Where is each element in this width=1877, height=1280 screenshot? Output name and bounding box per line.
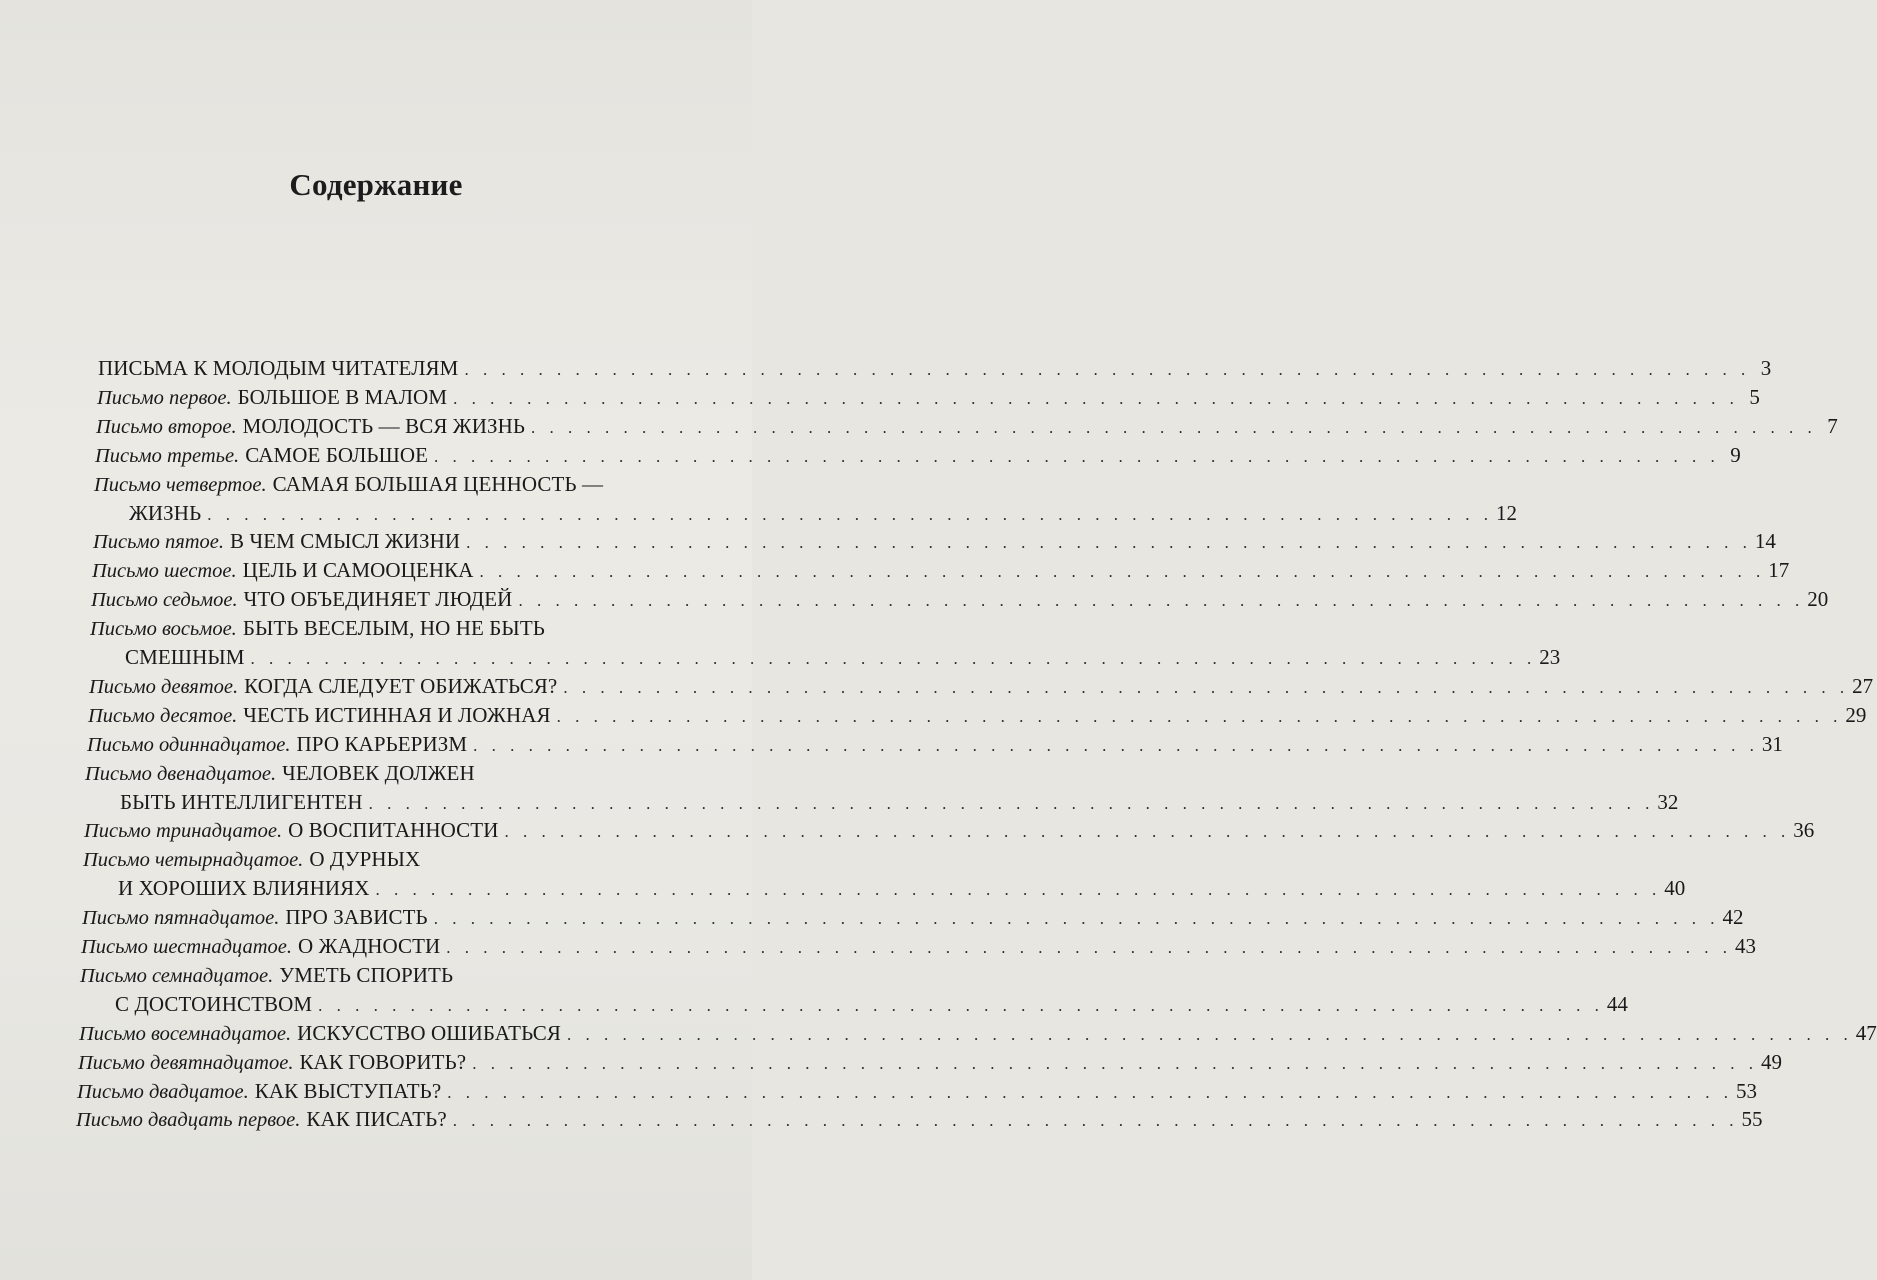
toc-entry[interactable]: [89, 672, 1874, 700]
page-number: 53: [1736, 1078, 1758, 1103]
toc-entry[interactable]: [84, 816, 1815, 844]
page-number: 9: [1730, 442, 1741, 467]
chapter-title: ЦЕЛЬ И САМООЦЕНКА: [242, 558, 474, 583]
page-number: 27: [1852, 673, 1874, 698]
page-number: 36: [1793, 818, 1815, 843]
chapter-title: МОЛОДОСТЬ — ВСЯ ЖИЗНЬ: [242, 413, 526, 438]
dot-leader: . . . . . . . . . . . . . . . . . . . . . . . . . . . . . . . . . . . . . . . . . . . . . . . . . . . . . . . . . . . . . . . . . . . . . .: [473, 735, 1759, 755]
letter-number-label: Письмо тринадцатое.: [84, 820, 283, 843]
page-number: 12: [1495, 500, 1517, 525]
letter-number-label: Письмо седьмое.: [91, 589, 238, 612]
chapter-title: ПРО КАРЬЕРИЗМ: [296, 731, 468, 756]
chapter-title: УМЕТЬ СПОРИТЬ: [279, 962, 454, 987]
dot-leader: . . . . . . . . . . . . . . . . . . . . . . . . . . . . . . . . . . . . . . . . . . . . . . . . . . . . . . . . . . . . . . . . . . . . . .: [375, 880, 1662, 900]
letter-number-label: Письмо третье.: [95, 444, 240, 467]
toc-entry[interactable]: [79, 1019, 1877, 1047]
toc-entry-continuation[interactable]: [125, 643, 1561, 671]
toc-entry[interactable]: [82, 903, 1744, 931]
letter-number-label: Письмо шестнадцатое.: [81, 936, 292, 958]
page-number: 47: [1855, 1020, 1877, 1045]
dot-leader: . . . . . . . . . . . . . . . . . . . . . . . . . . . . . . . . . . . . . . . . . . . . . . . . . . . . . . . . . . . . . . . . . . . . . .: [479, 562, 1766, 582]
chapter-title: ЧЕСТЬ ИСТИННАЯ И ЛОЖНАЯ: [243, 702, 551, 727]
dot-leader: . . . . . . . . . . . . . . . . . . . . . . . . . . . . . . . . . . . . . . . . . . . . . . . . . . . . . . . . . . . . . . . . . . . . . .: [566, 1024, 1853, 1044]
dot-leader: . . . . . . . . . . . . . . . . . . . . . . . . . . . . . . . . . . . . . . . . . . . . . . . . . . . . . . . . . . . . . . . . . . . . . .: [452, 1111, 1739, 1131]
dot-leader: . . . . . . . . . . . . . . . . . . . . . . . . . . . . . . . . . . . . . . . . . . . . . . . . . . . . . . . . . . . . . . . . . . . . . .: [466, 533, 1752, 553]
toc-entry-continuation[interactable]: [129, 499, 1517, 527]
letter-number-label: Письмо второе.: [96, 415, 237, 438]
chapter-title: ИСКУССТВО ОШИБАТЬСЯ: [297, 1020, 561, 1045]
dot-leader: . . . . . . . . . . . . . . . . . . . . . . . . . . . . . . . . . . . . . . . . . . . . . . . . . . . . . . . . . . . . . . . . . . . . . .: [250, 649, 1537, 668]
chapter-title: С ДОСТОИНСТВОМ: [115, 991, 313, 1016]
chapter-title: О ЖАДНОСТИ: [297, 934, 441, 958]
toc-entry[interactable]: [76, 1105, 1763, 1133]
page-number: 3: [1760, 356, 1772, 380]
page-number: 31: [1761, 731, 1783, 756]
letter-number-label: Письмо девятнадцатое.: [78, 1051, 294, 1074]
page-number: 29: [1845, 702, 1867, 727]
chapter-title: КАК ВЫСТУПАТЬ?: [254, 1078, 442, 1103]
page-title: Содержание: [289, 167, 463, 202]
page-number: 17: [1768, 558, 1790, 583]
page-number: 44: [1606, 991, 1628, 1016]
toc-entry[interactable]: [97, 383, 1760, 411]
toc-entry[interactable]: [87, 730, 1783, 758]
dot-leader: . . . . . . . . . . . . . . . . . . . . . . . . . . . . . . . . . . . . . . . . . . . . . . . . . . . . . . . . . . . . . . . . . . . . . .: [368, 793, 1655, 813]
dot-leader: . . . . . . . . . . . . . . . . . . . . . . . . . . . . . . . . . . . . . . . . . . . . . . . . . . . . . . . . . . . . . . . . . . . . . .: [433, 909, 1720, 929]
toc-entry[interactable]: [91, 585, 1829, 613]
letter-number-label: Письмо восьмое.: [90, 618, 237, 641]
letter-number-label: Письмо двадцать первое.: [76, 1109, 301, 1132]
letter-number-label: Письмо четвертое.: [94, 473, 267, 496]
chapter-title: САМАЯ БОЛЬШАЯ ЦЕННОСТЬ —: [272, 471, 604, 496]
letter-number-label: Письмо пятое.: [93, 531, 224, 554]
toc-entry[interactable]: [90, 614, 704, 642]
toc-part-entry[interactable]: [98, 354, 1772, 382]
letter-number-label: Письмо первое.: [97, 386, 232, 409]
letter-number-label: Письмо двенадцатое.: [85, 762, 277, 785]
chapter-title: САМОЕ БОЛЬШОЕ: [245, 442, 429, 467]
toc-entry[interactable]: [80, 961, 704, 989]
toc-entry[interactable]: [83, 845, 704, 873]
dot-leader: . . . . . . . . . . . . . . . . . . . . . . . . . . . . . . . . . . . . . . . . . . . . . . . . . . . . . . . . . . . . . . . . . . . . . .: [447, 1082, 1734, 1102]
page-number: 5: [1749, 384, 1760, 409]
toc-entry-continuation[interactable]: [115, 990, 1628, 1018]
dot-leader: . . . . . . . . . . . . . . . . . . . . . . . . . . . . . . . . . . . . . . . . . . . . . . . . . . . . . . . . . . . . . . . . . . . . . .: [472, 1053, 1758, 1073]
letter-number-label: Письмо четырнадцатое.: [83, 849, 304, 872]
dot-leader: . . . . . . . . . . . . . . . . . . . . . . . . . . . . . . . . . . . . . . . . . . . . . . . . . . . . . . . . . . . . . . . . . . . . . .: [207, 504, 1493, 524]
toc-entry[interactable]: [88, 701, 1867, 729]
toc-entry[interactable]: [78, 1048, 1782, 1076]
dot-leader: . . . . . . . . . . . . . . . . . . . . . . . . . . . . . . . . . . . . . . . . . . . . . . . . . . . . . . . . . . . . . . . . . . . . . .: [434, 446, 1720, 466]
dot-leader: . . . . . . . . . . . . . . . . . . . . . . . . . . . . . . . . . . . . . . . . . . . . . . . . . . . . . . . . . . . . . . . . . . . . . .: [504, 822, 1791, 842]
chapter-title: КОГДА СЛЕДУЕТ ОБИЖАТЬСЯ?: [244, 673, 558, 698]
toc-entry[interactable]: [93, 527, 1776, 555]
chapter-title: О ВОСПИТАННОСТИ: [288, 818, 499, 843]
toc-entry-continuation[interactable]: [120, 788, 1679, 816]
page-number: 49: [1760, 1049, 1782, 1074]
toc-entry[interactable]: [77, 1077, 1758, 1105]
letter-number-label: Письмо девятое.: [89, 675, 239, 698]
toc-entry[interactable]: [96, 412, 1838, 440]
chapter-title: БЫТЬ ИНТЕЛЛИГЕНТЕН: [120, 789, 363, 814]
letter-number-label: Письмо шестое.: [92, 560, 237, 583]
dot-leader: . . . . . . . . . . . . . . . . . . . . . . . . . . . . . . . . . . . . . . . . . . . . . . . . . . . . . . . . . . . . . . . . . . . . . .: [453, 388, 1739, 408]
chapter-title: КАК ГОВОРИТЬ?: [299, 1049, 467, 1074]
chapter-title: СМЕШНЫМ: [125, 645, 245, 669]
page-number: 7: [1827, 413, 1838, 438]
toc-entry[interactable]: [81, 932, 1757, 960]
chapter-title: БОЛЬШОЕ В МАЛОМ: [237, 384, 448, 409]
dot-leader: . . . . . . . . . . . . . . . . . . . . . . . . . . . . . . . . . . . . . . . . . . . . . . . . . . . . . . . . . . . . . . . . . . . . . .: [531, 417, 1817, 437]
page-number: 42: [1722, 905, 1744, 930]
letter-number-label: Письмо двадцатое.: [77, 1080, 249, 1103]
page-number: 20: [1807, 587, 1829, 612]
chapter-title: О ДУРНЫХ: [309, 847, 421, 872]
dot-leader: . . . . . . . . . . . . . . . . . . . . . . . . . . . . . . . . . . . . . . . . . . . . . . . . . . . . . . . . . . . . . . . . . . . . . .: [464, 360, 1751, 379]
page-number: 14: [1754, 529, 1776, 554]
dot-leader: . . . . . . . . . . . . . . . . . . . . . . . . . . . . . . . . . . . . . . . . . . . . . . . . . . . . . . . . . . . . . . . . . . . . . .: [446, 938, 1733, 957]
dot-leader: . . . . . . . . . . . . . . . . . . . . . . . . . . . . . . . . . . . . . . . . . . . . . . . . . . . . . . . . . . . . . . . . . . . . . .: [518, 591, 1805, 611]
chapter-title: ЧЕЛОВЕК ДОЛЖЕН: [282, 760, 475, 785]
page-number: 32: [1657, 789, 1679, 814]
page-number: 23: [1539, 645, 1561, 669]
chapter-title: И ХОРОШИХ ВЛИЯНИЯХ: [118, 876, 370, 901]
letter-number-label: Письмо десятое.: [88, 704, 238, 727]
toc-entry[interactable]: [85, 759, 704, 787]
chapter-title: ЖИЗНЬ: [129, 500, 202, 525]
page-number: 43: [1735, 934, 1757, 958]
toc-entry[interactable]: [94, 470, 704, 498]
chapter-title: КАК ПИСАТЬ?: [306, 1107, 447, 1132]
letter-number-label: Письмо одиннадцатое.: [87, 733, 291, 756]
page-number: 55: [1741, 1107, 1763, 1132]
dot-leader: . . . . . . . . . . . . . . . . . . . . . . . . . . . . . . . . . . . . . . . . . . . . . . . . . . . . . . . . . . . . . . . . . . . . . .: [556, 706, 1843, 726]
toc-entry-continuation[interactable]: [118, 874, 1686, 902]
chapter-title: ЧТО ОБЪЕДИНЯЕТ ЛЮДЕЙ: [243, 587, 513, 612]
chapter-title: В ЧЕМ СМЫСЛ ЖИЗНИ: [230, 529, 461, 554]
dot-leader: . . . . . . . . . . . . . . . . . . . . . . . . . . . . . . . . . . . . . . . . . . . . . . . . . . . . . . . . . . . . . . . . . . . . . .: [318, 995, 1604, 1015]
letter-number-label: Письмо восемнадцатое.: [79, 1022, 292, 1045]
toc-entry[interactable]: [95, 441, 1741, 469]
page-number: 40: [1664, 876, 1686, 901]
letter-number-label: Письмо пятнадцатое.: [82, 907, 280, 930]
chapter-title: ПИСЬМА К МОЛОДЫМ ЧИТАТЕЛЯМ: [98, 356, 459, 380]
letter-number-label: Письмо семнадцатое.: [80, 964, 274, 987]
dot-leader: . . . . . . . . . . . . . . . . . . . . . . . . . . . . . . . . . . . . . . . . . . . . . . . . . . . . . . . . . . . . . . . . . . . . . .: [563, 677, 1850, 697]
toc-entry[interactable]: [92, 556, 1790, 584]
chapter-title: ПРО ЗАВИСТЬ: [285, 905, 428, 930]
chapter-title: БЫТЬ ВЕСЕЛЫМ, НО НЕ БЫТЬ: [242, 616, 545, 641]
